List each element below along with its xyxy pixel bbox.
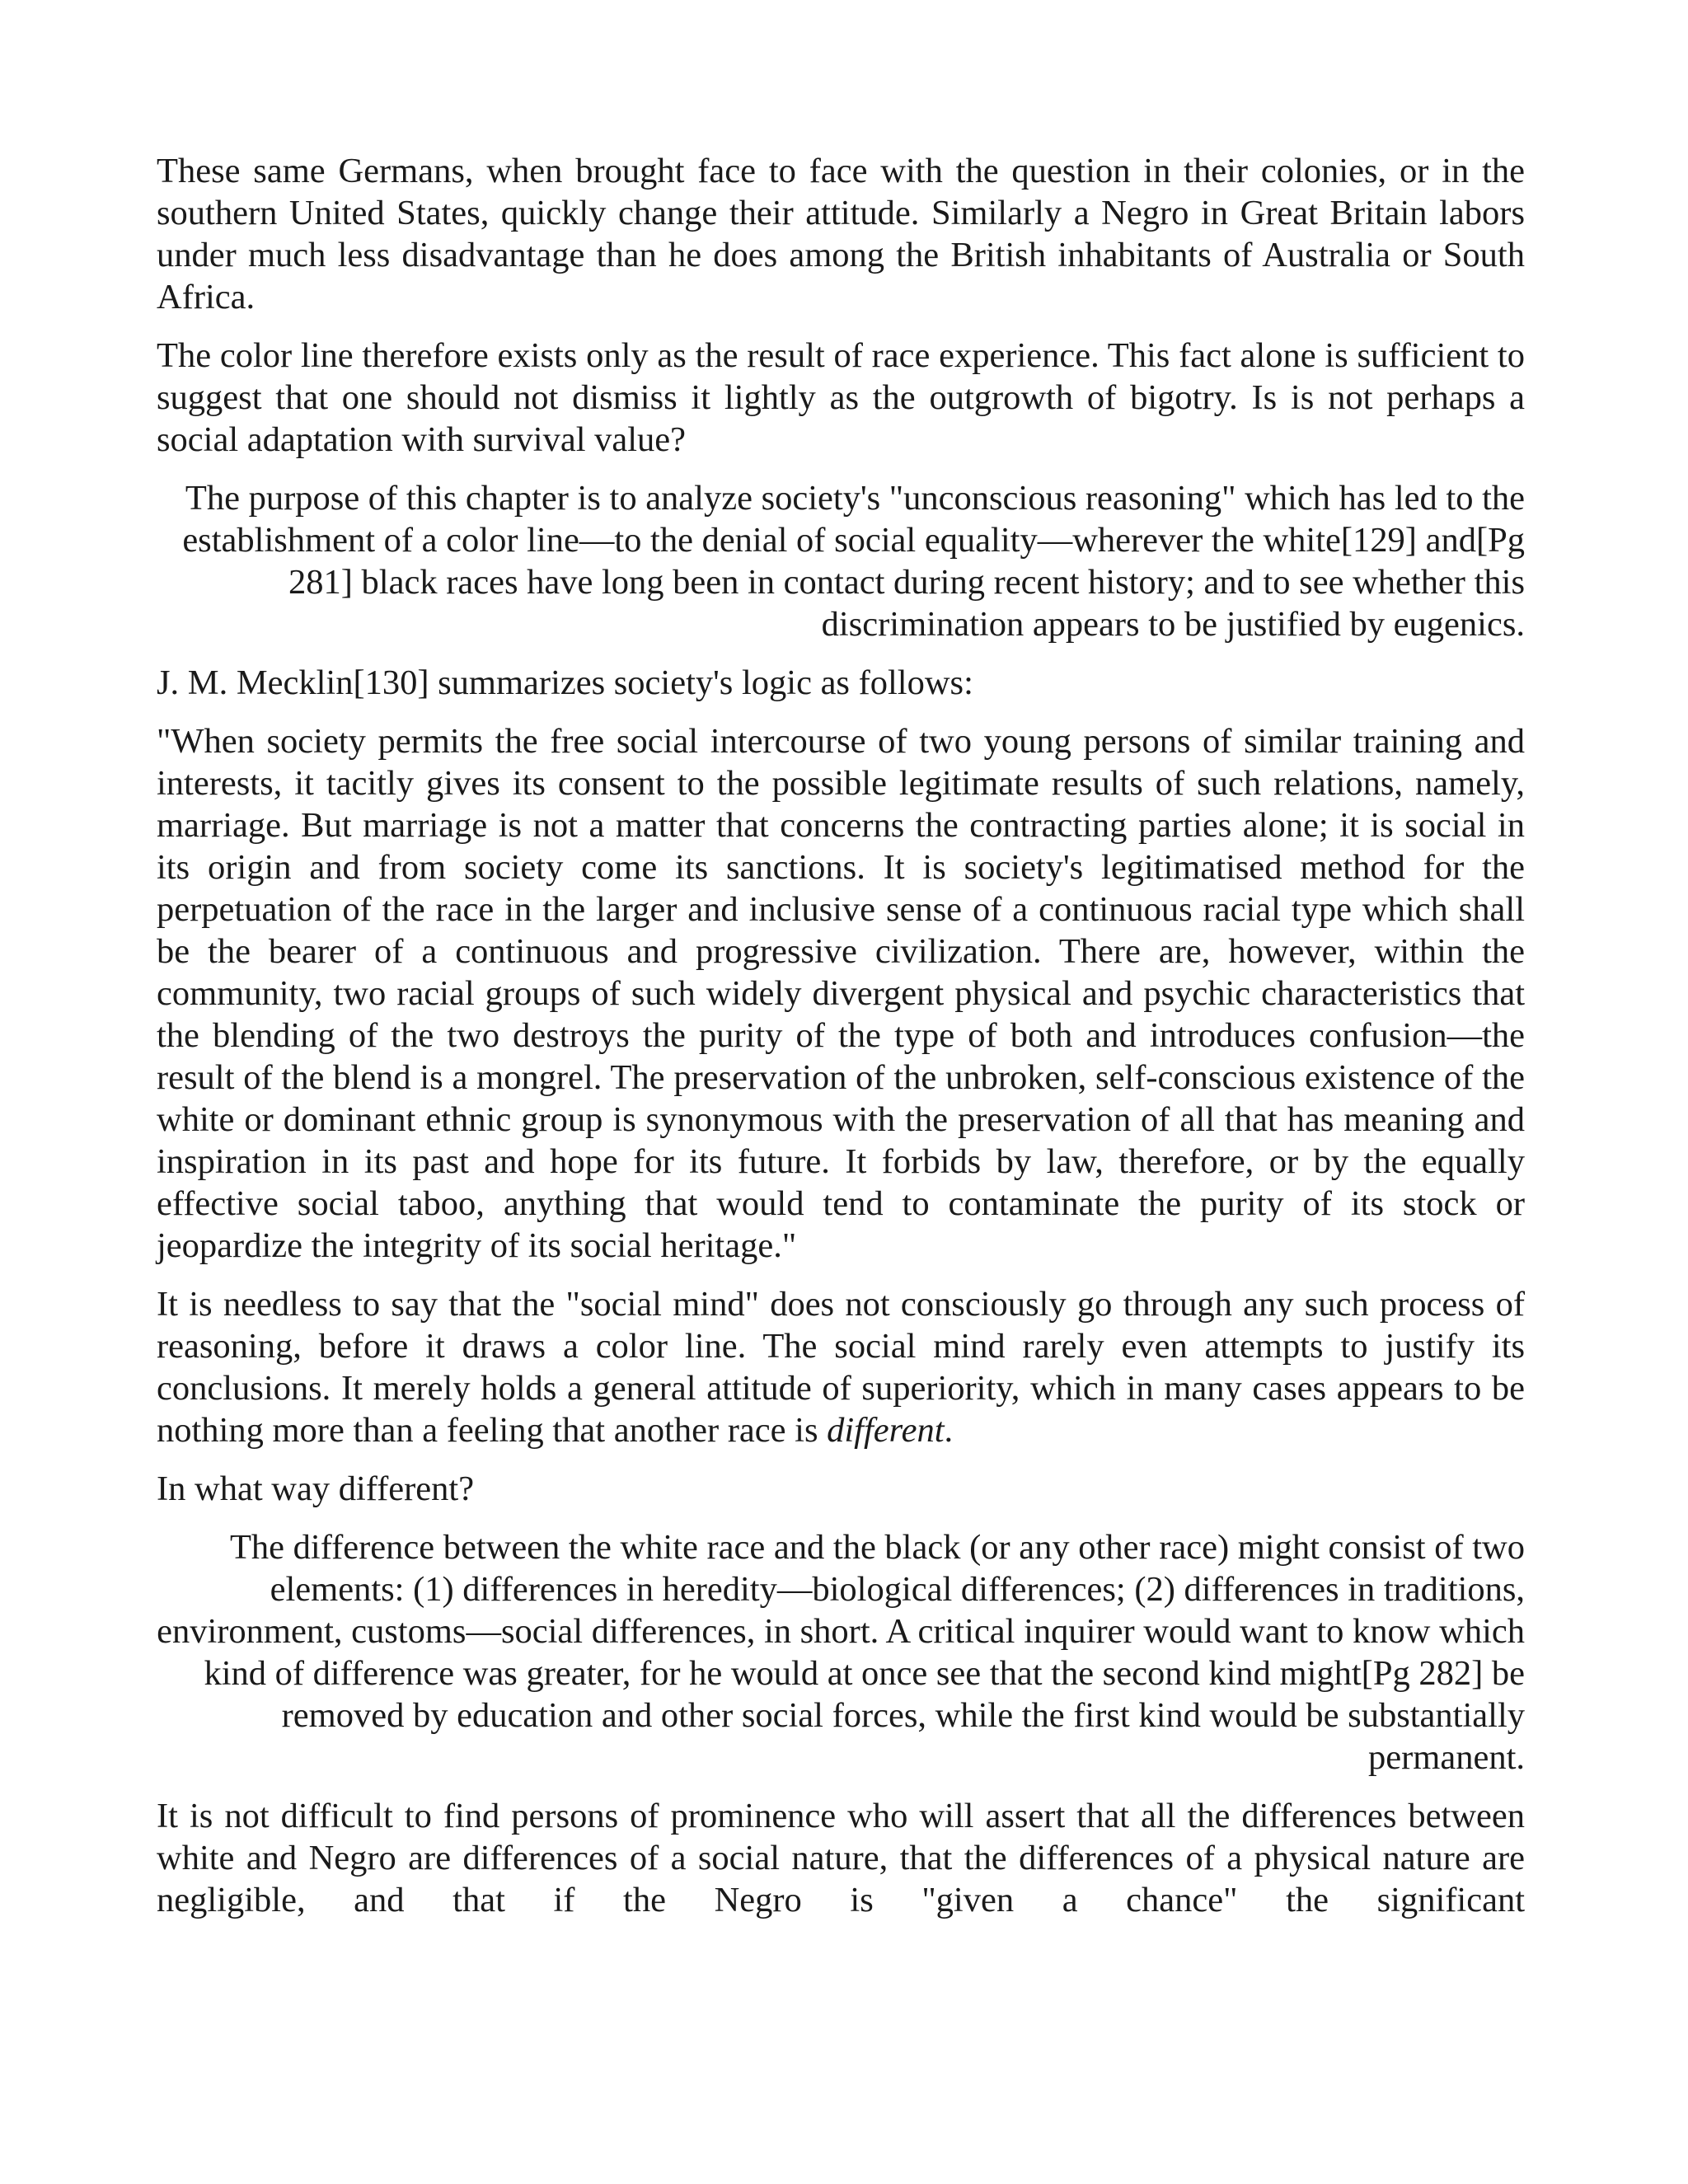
social-mind-period: . [944,1411,954,1450]
paragraph-prominence: It is not difficult to find persons of prominence who will assert that all the differences between white and Negro are differences of a social nature, that the differences of a physical nature are negligible, and that if the Negro is "given a chance" the significant [157,1797,1525,1919]
paragraph-mecklin-intro: J. M. Mecklin[130] summarizes society's logic as follows: [157,663,973,702]
paragraph-question: In what way different? [157,1469,475,1508]
paragraph-germans: These same Germans, when brought face to face with the question in their colonies, or in the southern United States, quickly change their attitude. Similarly a Negro in Great Britain labors under much less disadvantage than he does among the British inhabitants of Australia or South Africa. [157,152,1525,316]
paragraph-mecklin-quote: "When society permits the free social intercourse of two young persons of similar training and interests, it tacitly gives its consent to the possible legitimate results of such relations, namely, marriage. But marriage is not a matter that concerns the contracting parties alone; it is social in its origin and from society come its sanctions. It is society's legitimatised method for the perpetuation of the race in the larger and inclusive sense of a continuous racial type which shall be the bearer of a continuous and progressive civilization. There are, however, within the community, two racial groups of such widely divergent physical and psychic characteristics that the blending of the two destroys the purity of the type of both and introduces confusion—the result of the blend is a mongrel. The preservation of the unbroken, self-conscious existence of the white or dominant ethnic group is synonymous with the preservation of all that has meaning and inspiration in its past and hope for its future. It forbids by law, therefore, or by the equally effective social taboo, anything that would tend to contaminate the purity of its stock or jeopardize the integrity of its social heritage." [157,722,1525,1265]
emphasis-different: different [827,1411,945,1450]
paragraph-color-line: The color line therefore exists only as the result of race experience. This fact alone is sufficient to suggest that one should not dismiss it lightly as the outgrowth of bigotry. Is is not perhaps a social adaptation with survival value? [157,336,1525,459]
paragraph-chapter-purpose: The purpose of this chapter is to analyze society's "unconscious reasoning" which has led to the establishment of a color line—to the denial of social equality—wherever the white[129] and[Pg 281] black races have long been in contact during recent history; and to see whether this discrimination appears to be justified by eugenics. [182,479,1525,644]
document-page [157,150,1525,1938]
social-mind-text: It is needless to say that the "social mind" does not consciously go through any such process of reasoning, before it draws a color line. The social mind rarely even attempts to justify its conclusions. It merely holds a general attitude of superiority, which in many cases appears to be nothing more than a feeling that another race is [157,1285,1525,1450]
paragraph-social-mind [157,1283,1525,1451]
paragraph-difference: The difference between the white race and the black (or any other race) might consist of two elements: (1) differences in heredity—biological differences; (2) differences in traditions, environment, customs—social differences, in short. A critical inquirer would want to know which kind of difference was greater, for he would at once see that the second kind might[Pg 282] be removed by education and other social forces, while the first kind would be substantially permanent. [157,1528,1525,1777]
